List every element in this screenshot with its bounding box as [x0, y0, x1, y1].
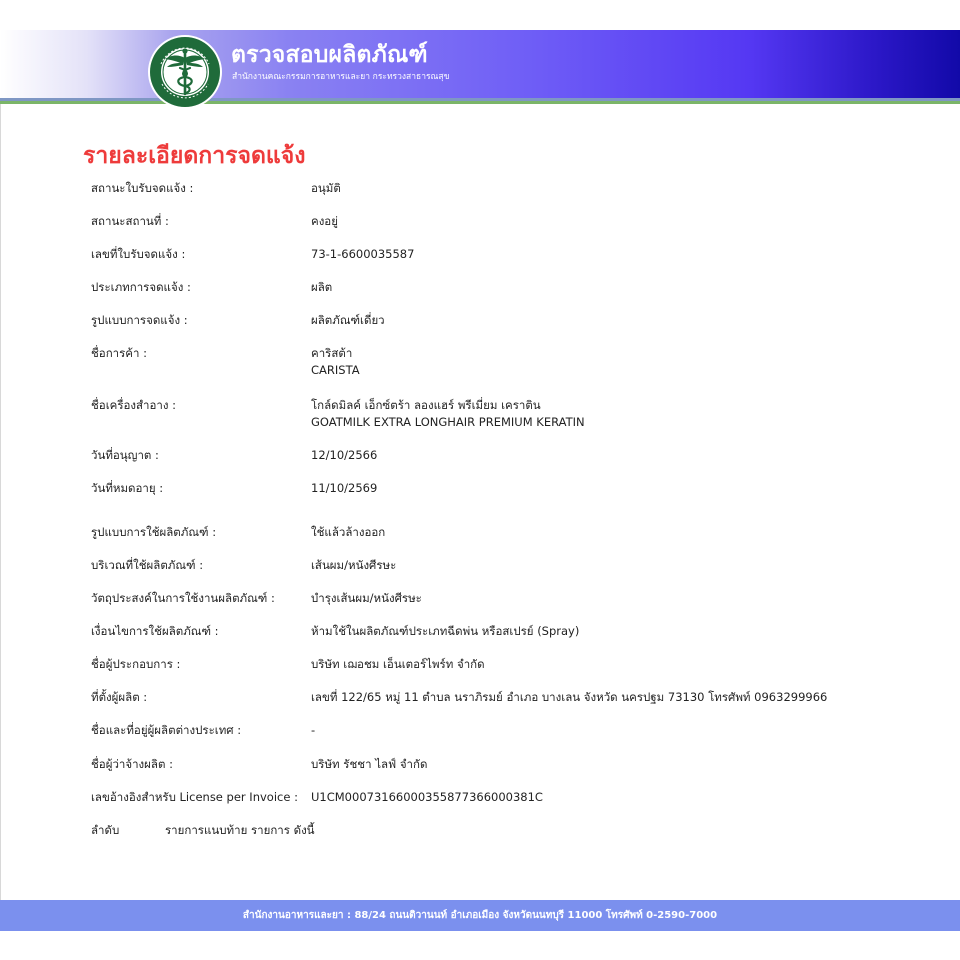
site-footer	[0, 900, 960, 931]
footer-address: สำนักงานอาหารและยา : 88/24 ถนนติวานนท์ อำเภอเมือง จังหวัดนนทบุรี 11000 โทรศัพท์ 0-2590-7000	[242, 910, 718, 921]
detail-label: ชื่อการค้า :	[91, 346, 147, 360]
site-subtitle: สำนักงานคณะกรรมการอาหารและยา กระทรวงสาธารณสุข	[232, 72, 450, 82]
site-header	[0, 30, 960, 98]
detail-value: บำรุงเส้นผม/หนังศีรษะ	[311, 591, 422, 605]
detail-label: วัตถุประสงค์ในการใช้งานผลิตภัณฑ์ :	[91, 591, 275, 605]
detail-label: ชื่อผู้ว่าจ้างผลิต :	[91, 757, 173, 771]
detail-label: สถานะสถานที่ :	[91, 214, 169, 228]
detail-value: ผลิต	[311, 280, 333, 294]
attachment-list-text: รายการแนบท้าย รายการ ดังนี้	[165, 823, 315, 837]
detail-value: U1CM00073166000355877366000381C	[311, 790, 543, 804]
detail-value: ผลิตภัณฑ์เดี่ยว	[311, 313, 385, 327]
detail-value: บริษัท เฌอชม เอ็นเตอร์ไพร์ท จำกัด	[311, 657, 485, 671]
detail-label: วันที่อนุญาต :	[91, 448, 159, 462]
detail-value: 12/10/2566	[311, 448, 378, 462]
detail-label: เงื่อนไขการใช้ผลิตภัณฑ์ :	[91, 624, 219, 638]
detail-value: 73-1-6600035587	[311, 247, 415, 261]
detail-label: ประเภทการจดแจ้ง :	[91, 280, 191, 294]
detail-value: ห้ามใช้ในผลิตภัณฑ์ประเภทฉีดพ่น หรือสเปรย์ (Spray)	[311, 624, 580, 638]
detail-value: 11/10/2569	[311, 481, 378, 495]
detail-value: คาริสต้า	[311, 346, 353, 360]
detail-label: ชื่อผู้ประกอบการ :	[91, 657, 181, 671]
detail-value: เส้นผม/หนังศีรษะ	[311, 558, 397, 572]
header-stripe	[0, 98, 960, 104]
detail-value: เลขที่ 122/65 หมู่ 11 ตำบล นราภิรมย์ อำเภอ บางเลน จังหวัด นครปฐม 73130 โทรศัพท์ 0963299966	[311, 690, 828, 704]
detail-label: ชื่อเครื่องสำอาง :	[91, 398, 177, 412]
detail-label: เลขอ้างอิงสำหรับ License per Invoice :	[91, 790, 298, 804]
page-heading: รายละเอียดการจดแจ้ง	[83, 143, 306, 169]
detail-label: สถานะใบรับจดแจ้ง :	[91, 181, 194, 195]
detail-value: คงอยู่	[311, 214, 338, 228]
detail-label: เลขที่ใบรับจดแจ้ง :	[91, 247, 186, 261]
detail-value: ใช้แล้วล้างออก	[311, 525, 386, 539]
detail-label: วันที่หมดอายุ :	[91, 481, 164, 495]
detail-label: บริเวณที่ใช้ผลิตภัณฑ์ :	[91, 558, 204, 572]
detail-value: อนุมัติ	[311, 181, 341, 195]
detail-label: ที่ตั้งผู้ผลิต :	[91, 690, 148, 704]
detail-value: บริษัท รัชชา ไลฟ์ จำกัด	[311, 757, 428, 771]
detail-label: ชื่อและที่อยู่ผู้ผลิตต่างประเทศ :	[91, 723, 242, 737]
detail-value-secondary: GOATMILK EXTRA LONGHAIR PREMIUM KERATIN	[311, 415, 585, 429]
detail-label: รูปแบบการจดแจ้ง :	[91, 313, 188, 327]
order-label: ลำดับ	[91, 823, 120, 837]
detail-value-secondary: CARISTA	[311, 363, 360, 377]
ministry-of-public-health-seal-icon[interactable]	[147, 34, 223, 110]
detail-label: รูปแบบการใช้ผลิตภัณฑ์ :	[91, 525, 217, 539]
frame-border	[0, 30, 1, 930]
site-title: ตรวจสอบผลิตภัณฑ์	[231, 42, 428, 68]
detail-value: โกล์ดมิลค์ เอ็กซ์ตร้า ลองแฮร์ พรีเมี่ยม เคราติน	[311, 398, 541, 412]
detail-value: -	[311, 723, 316, 737]
